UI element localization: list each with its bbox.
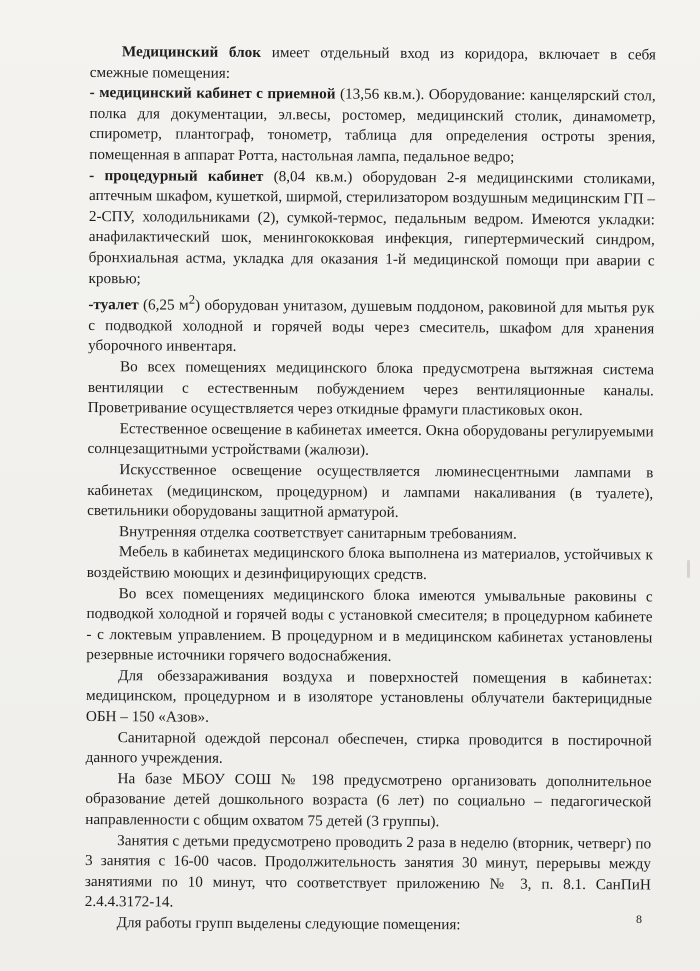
paragraph-furniture: Мебель в кабинетах медицинского блока выполнена из материалов, устойчивых к воздействию моющих и дезинфицирующих средств. bbox=[86, 543, 653, 583]
medical-block-heading: Медицинский блок bbox=[121, 43, 262, 62]
paragraph-medical-office bbox=[89, 83, 655, 169]
paragraph-rooms: Для работы групп выделены следующие помещения: bbox=[116, 914, 461, 934]
paragraph-procedure-room bbox=[88, 166, 655, 293]
procedure-room-heading: - процедурный кабинет bbox=[89, 166, 264, 185]
paragraph-text: (13,56 кв.м.). Оборудование: канцелярский стол, полка для документации, эл.весы, ростомер, медицинский столик, динамометр, спирометр, плантограф, тонометр, таблица для определения остроты зрения, помещенная в аппарат Ротта, настольная лампа, педальное ведро; bbox=[89, 85, 656, 166]
paragraph-toilet bbox=[88, 289, 654, 360]
document-body bbox=[85, 42, 656, 937]
medical-office-heading: - медицинский кабинет с приемной bbox=[89, 84, 336, 103]
paragraph-ventilation: Во всех помещениях медицинского блока предусмотрена вытяжная система вентиляции с естественным побуждением через вентиляционные каналы. Проветривание осуществляется через откидные фрамуги пластиковых окон. bbox=[87, 358, 655, 420]
paragraph-sinks: Во всех помещениях медицинского блока имеются умывальные раковины с подводкой холодной и горячей воды с установкой смесителя; в процедурном кабинете - с локтевым управлением. В процедурном и в медицинском кабинетах установлены резервные источники горячего водоснабжения. bbox=[86, 584, 653, 666]
paragraph-uniform: Санитарной одеждой персонал обеспечен, стирка проводится в постирочной данного учреждения. bbox=[85, 728, 652, 768]
paragraph-disinfection: Для обеззараживания воздуха и поверхностей помещения в кабинетах: медицинском, процедурном и в изоляторе установлены облучатели бактерицидные ОБН – 150 «Азов». bbox=[85, 667, 653, 726]
paragraph-schedule: Занятия с детьми предусмотрено проводить 2 раза в неделю (вторник, четверг) по 3 занятия с 16-00 часов. Продолжительность занятия 30 минут, перерывы между занятиями по 10 минут, что соответствует приложению № 3, п. 8.1. СанПиН 2.4.4.3172-14. bbox=[84, 831, 652, 911]
toilet-area: (6,25 м bbox=[138, 296, 189, 314]
area-superscript: 2 bbox=[188, 292, 196, 307]
paragraph-natural-light: Естественное освещение в кабинетах имеется. Окна оборудованы регулируемыми солнцезащитными устройствами (жалюзи). bbox=[87, 419, 654, 460]
paragraph-text: ) оборудован унитазом, душевым поддоном, раковиной для мытья рук с подводкой холодной и горячей воды через смеситель, шкафом для хранения уборочного инвентаря. bbox=[88, 296, 655, 356]
paragraph-text: (8,04 кв.м.) оборудован 2-я медицинскими столиками, аптечным шкафом, кушеткой, ширмой, стерилизатором воздушным медицинским ГП – 2-СПУ, холодильниками (2), сумкой-термос, педальным ведром. Имеются укладки: анафилактический шок, менингококковая инфекция, гипертермический синдром, бронхиальная астма, укладка для оказания 1-й медицинской помощи при аварии с кровью; bbox=[88, 167, 656, 287]
paragraph-artificial-light: Искусственное освещение осуществляется люминесцентными лампами в кабинетах (медицинском, процедурном) и лампами накаливания (в туалете), светильники оборудованы защитной арматурой. bbox=[87, 461, 654, 522]
paragraph-medical-block bbox=[90, 42, 656, 87]
paragraph-interior: Внутренняя отделка соответствует санитарным требованиям. bbox=[118, 522, 517, 543]
toilet-heading: -туалет bbox=[88, 296, 139, 314]
scan-mark bbox=[687, 560, 690, 578]
paragraph-text: имеет отдельный вход из коридора, включает в себя смежные помещения: bbox=[89, 44, 656, 82]
page-number: 8 bbox=[636, 912, 642, 926]
paragraph-education: На базе МБОУ СОШ № 198 предусмотрено организовать дополнительное образование детей дошкольного возраста (6 лет) по социально – педагогической направленности с общим охватом 75 детей (3 группы). bbox=[85, 770, 652, 831]
